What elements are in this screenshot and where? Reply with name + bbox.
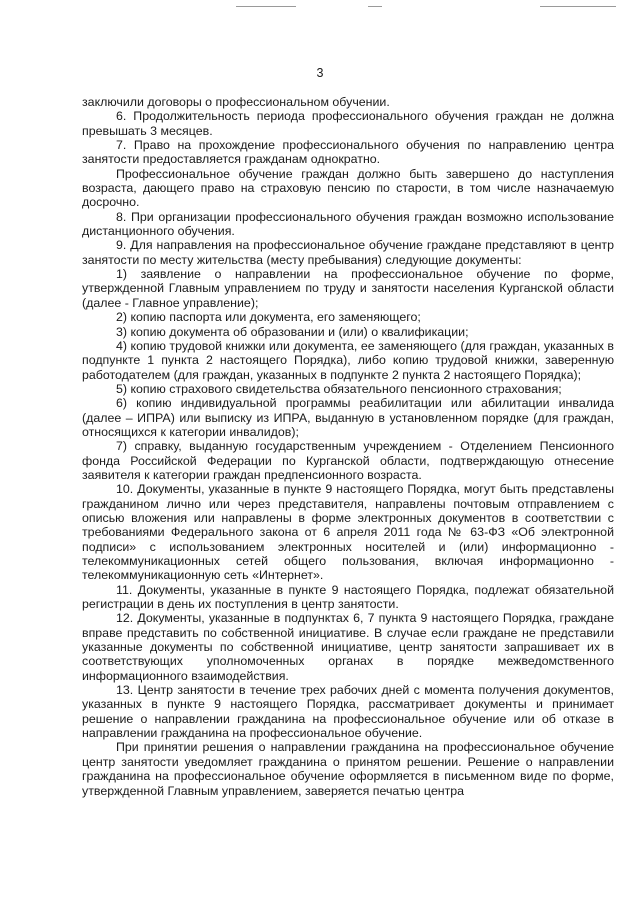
scan-artifact	[540, 6, 616, 7]
paragraph: 9. Для направления на профессиональное обучение граждане представляют в центр занятости по месту жительства (месту пребывания) следующие документы:	[82, 238, 614, 267]
paragraph: 1) заявление о направлении на профессиональное обучение по форме, утвержденной Главным управлением по труду и занятости населения Курганской области (далее - Главное управление);	[82, 267, 614, 310]
paragraph: 11. Документы, указанные в пункте 9 настоящего Порядка, подлежат обязательной регистрации в день их поступления в центр занятости.	[82, 582, 614, 612]
paragraph: 2) копию паспорта или документа, его заменяющего;	[116, 310, 421, 325]
paragraph: 12. Документы, указанные в подпунктах 6, 7 пункта 9 настоящего Порядка, граждане вправе представить по собственной инициативе. В случае если граждане не представили указанные документы по собственной инициативе, центр занятости запрашивает их в соответствующих уполномоченных органах в порядке межведомственного информационного взаимодействия.	[82, 611, 614, 683]
paragraph: 7) справку, выданную государственным учреждением - Отделением Пенсионного фонда Российской Федерации по Курганской области, подтверждающую отнесение заявителя к категории граждан предпенсионного возраста.	[82, 439, 614, 482]
paragraph: При принятии решения о направлении гражданина на профессиональное обучение центр занятости уведомляет гражданина о принятом решении. Решение о направлении гражданина на профессиональное обучение оформляется в письменном виде по форме, утвержденной Главным управлением, заверяется печатью центра	[82, 740, 614, 798]
page-number: 3	[316, 66, 324, 80]
paragraph: 3) копию документа об образовании и (или) о квалификации;	[116, 324, 469, 339]
paragraph: 6) копию индивидуальной программы реабилитации или абилитации инвалида (далее – ИПРА) или выписку из ИПРА, выданную в установленном порядке (для граждан, относящихся к категории инвалидов);	[82, 396, 614, 439]
paragraph: 5) копию страхового свидетельства обязательного пенсионного страхования;	[116, 381, 562, 396]
paragraph: 10. Документы, указанные в пункте 9 настоящего Порядка, могут быть представлены гражданином лично или через представителя, направлены почтовым отправлением с описью вложения или направлены в форме электронных документов в соответствии с требованиями Федерального закона от 6 апреля 2011 года № 63-ФЗ «Об электронной подписи» с использованием электронных носителей и (или) информационно - телекоммуникационных сетей общего пользования, включая информационно - телекоммуникационную сеть «Интернет».	[82, 482, 614, 583]
scan-artifact	[236, 6, 296, 7]
paragraph: 4) копию трудовой книжки или документа, ее заменяющего (для граждан, указанных в подпункте 1 пункта 2 настоящего Порядка), либо копию трудовой книжки, заверенную работодателем (для граждан, указанных в подпункте 2 пункта 2 настоящего Порядка);	[82, 338, 614, 382]
paragraph: заключили договоры о профессиональном обучении.	[82, 95, 390, 109]
paragraph: 8. При организации профессионального обучения граждан возможно использование дистанционного обучения.	[82, 209, 614, 239]
paragraph: Профессиональное обучение граждан должно быть завершено до наступления возраста, дающего право на страховую пенсию по старости, в том числе назначаемую досрочно.	[82, 166, 614, 210]
paragraph: 7. Право на прохождение профессионального обучения по направлению центра занятости предоставляется гражданам однократно.	[82, 138, 614, 167]
document-body	[82, 95, 614, 798]
paragraph: 13. Центр занятости в течение трех рабочих дней с момента получения документов, указанных в пункте 9 настоящего Порядка, рассматривает документы и принимает решение о направлении гражданина на профессиональное обучение или об отказе в направлении гражданина на профессиональное обучение.	[82, 683, 614, 741]
paragraph: 6. Продолжительность периода профессионального обучения граждан не должна превышать 3 месяцев.	[82, 109, 614, 138]
scan-artifact	[368, 6, 382, 7]
